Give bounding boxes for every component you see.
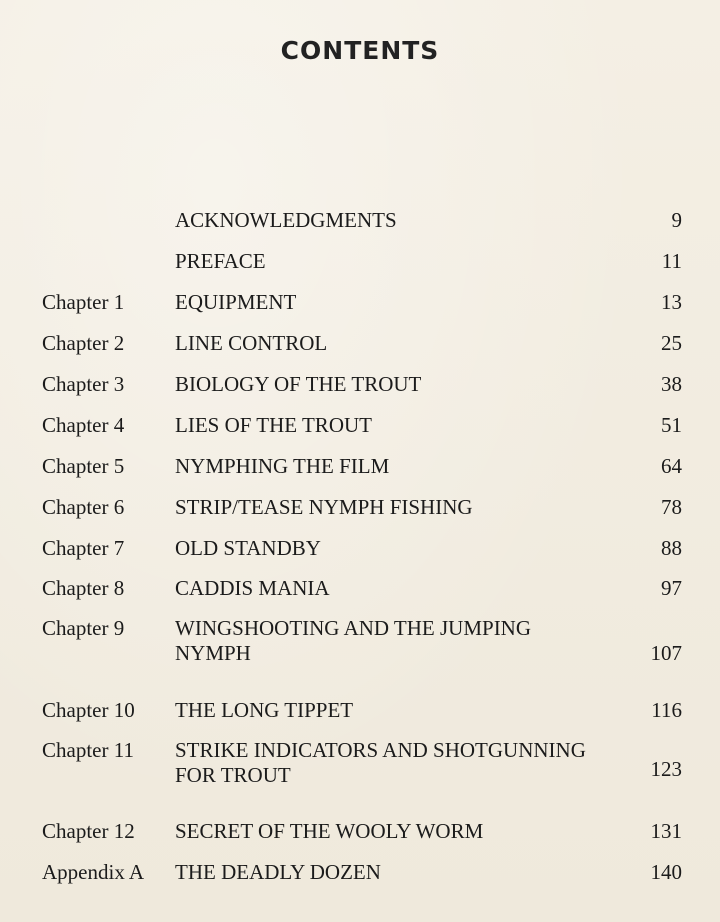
toc-row bbox=[0, 454, 720, 494]
toc-page-number: 25 bbox=[661, 331, 682, 355]
toc-row bbox=[0, 495, 720, 535]
toc-title: PREFACE bbox=[175, 249, 266, 273]
toc-page-number: 88 bbox=[661, 536, 682, 560]
toc-page-number: 97 bbox=[661, 576, 682, 600]
toc-chapter: Chapter 12 bbox=[42, 819, 135, 843]
toc-row bbox=[0, 616, 720, 672]
toc-chapter: Chapter 3 bbox=[42, 372, 125, 396]
toc-chapter: Chapter 4 bbox=[42, 413, 125, 437]
toc-title: EQUIPMENT bbox=[175, 290, 297, 314]
toc-chapter: Chapter 7 bbox=[42, 536, 125, 560]
toc-chapter: Chapter 6 bbox=[42, 495, 125, 519]
toc-page-number: 64 bbox=[661, 454, 682, 478]
toc-row bbox=[0, 576, 720, 616]
toc-title: CADDIS MANIA bbox=[175, 576, 330, 600]
toc-page-number: 51 bbox=[661, 413, 682, 437]
toc-title: WINGSHOOTING AND THE JUMPING bbox=[175, 616, 532, 640]
toc-page-number: 13 bbox=[661, 290, 682, 314]
toc-title: SECRET OF THE WOOLY WORM bbox=[175, 819, 484, 843]
toc-row bbox=[0, 536, 720, 576]
toc-title-continued: NYMPH bbox=[175, 641, 251, 665]
toc-title: LINE CONTROL bbox=[175, 331, 328, 355]
toc-row bbox=[0, 698, 720, 738]
toc-row bbox=[0, 249, 720, 289]
toc-title: THE DEADLY DOZEN bbox=[175, 860, 381, 884]
toc-row bbox=[0, 372, 720, 412]
toc-page-number: 107 bbox=[650, 641, 682, 665]
toc-title: THE LONG TIPPET bbox=[175, 698, 354, 722]
toc-title: STRIP/TEASE NYMPH FISHING bbox=[175, 495, 473, 519]
toc-title: LIES OF THE TROUT bbox=[175, 413, 372, 437]
toc-chapter: Appendix A bbox=[42, 860, 145, 884]
toc-title: STRIKE INDICATORS AND SHOTGUNNING bbox=[175, 738, 586, 762]
toc-chapter: Chapter 9 bbox=[42, 616, 125, 640]
toc-row bbox=[0, 860, 720, 900]
toc-page-number: 123 bbox=[650, 757, 682, 781]
toc-chapter: Chapter 11 bbox=[42, 738, 134, 762]
toc-page-number: 38 bbox=[661, 372, 682, 396]
toc-row bbox=[0, 290, 720, 330]
toc-title: ACKNOWLEDGMENTS bbox=[175, 208, 397, 232]
toc-chapter: Chapter 10 bbox=[42, 698, 135, 722]
toc-chapter: Chapter 1 bbox=[42, 290, 125, 314]
toc-chapter: Chapter 2 bbox=[42, 331, 125, 355]
toc-row bbox=[0, 738, 720, 794]
toc-title: BIOLOGY OF THE TROUT bbox=[175, 372, 422, 396]
toc-page-number: 140 bbox=[650, 860, 682, 884]
toc-title-continued: FOR TROUT bbox=[175, 763, 291, 787]
toc-row bbox=[0, 208, 720, 248]
toc-row bbox=[0, 819, 720, 859]
toc-chapter: Chapter 8 bbox=[42, 576, 125, 600]
toc-title: OLD STANDBY bbox=[175, 536, 321, 560]
toc-page-number: 131 bbox=[650, 819, 682, 843]
toc-page-number: 78 bbox=[661, 495, 682, 519]
toc-title: NYMPHING THE FILM bbox=[175, 454, 390, 478]
toc-row bbox=[0, 413, 720, 453]
toc-page-number: 11 bbox=[661, 249, 682, 273]
toc-page-number: 9 bbox=[671, 208, 682, 232]
page-title: CONTENTS bbox=[280, 36, 440, 65]
toc-row bbox=[0, 331, 720, 371]
toc-page-number: 116 bbox=[651, 698, 682, 722]
toc-chapter: Chapter 5 bbox=[42, 454, 125, 478]
